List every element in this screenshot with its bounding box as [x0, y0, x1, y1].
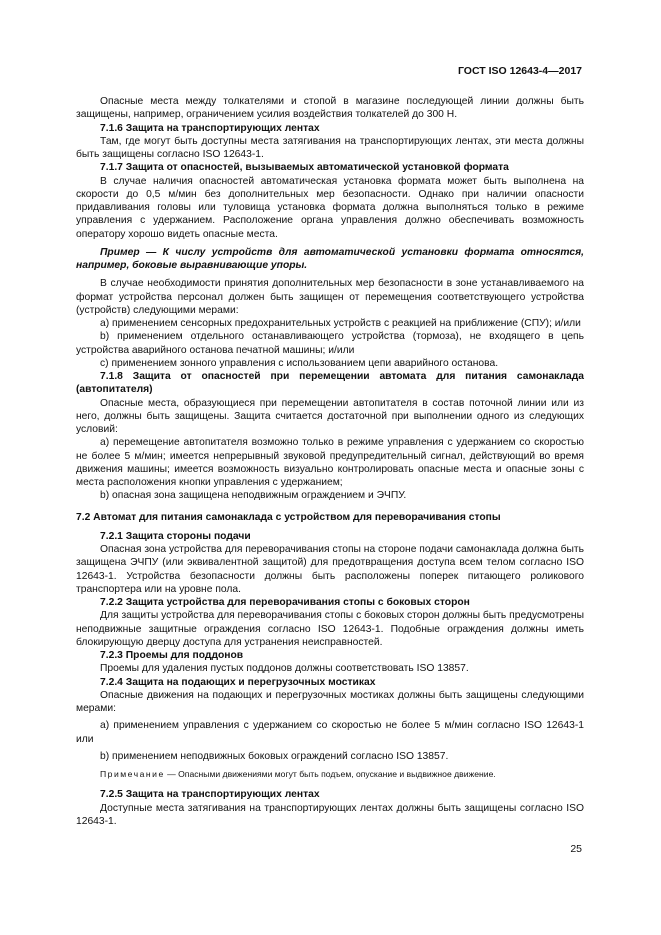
page-number: 25 [570, 843, 582, 855]
document-code: ГОСТ ISO 12643-4—2017 [457, 65, 582, 77]
section-heading-7-2-3: 7.2.3 Проемы для поддонов [100, 650, 244, 661]
section-heading-7-1-6: 7.1.6 Защита на транспортирующих лентах [100, 122, 320, 134]
section-heading-7-2 [76, 511, 584, 524]
paragraph: Там, где могут быть доступны места затягивания на транспортирующих лентах, эти места должны быть защищены согласно ISO 12643-1. [76, 135, 584, 160]
list-item-b: b) применением неподвижных боковых ограждений согласно ISO 13857. [100, 750, 449, 762]
paragraph: Опасные места, образующиеся при перемещении автопитателя в состав поточной линии или из него, должны быть защищены. Защита считается достаточной при выполнении одного из следующих условий: [76, 397, 584, 435]
document-body [76, 95, 584, 828]
list-item-a: а) применением сенсорных предохранительных устройств с реакцией на приближение (СПУ); и/или [100, 318, 581, 329]
note-text: — Опасными движениями могут быть подъем, опускание и выдвижное движение. [164, 769, 496, 779]
note [76, 768, 584, 781]
paragraph: В случае необходимости принятия дополнительных мер безопасности в зоне устанавливаемого на формат устройства персонал должен быть защищен от перемещения соответствующего устройства (устройств) следующими мерами: [76, 278, 584, 316]
paragraph: Опасная зона устройства для переворачивания стопы на стороне подачи самонаклада должна быть защищена ЭЧПУ (или эквивалентной защитой) для предотвращения доступа всем телом согласно ISO 12643-1. Устройства безопасности должны быть расположены поперек питающего роликового транспортера или на уровне пола. [76, 544, 584, 595]
paragraph: Опасные движения на подающих и перегрузочных мостиках должны быть защищены следующими мерами: [76, 689, 584, 714]
section-heading-7-1-8: 7.1.8 Защита от опасностей при перемещении автомата для питания самонаклада (автопитателя) [76, 371, 584, 396]
example-paragraph: Пример — К числу устройств для автоматической установки формата относятся, например, боковые выравнивающие упоры. [76, 246, 584, 271]
paragraph: Опасные места между толкателями и стопой в магазине последующей линии должны быть защищены, например, ограничением усилия воздействия толкателей до 300 Н. [76, 96, 584, 121]
list-item-b: b) применением отдельного останавливающего устройства (тормоза), не входящего в цепь устройства аварийного останова печатной машины; и/или [76, 331, 584, 356]
list-item-a: а) перемещение автопитателя возможно только в режиме управления с удержанием со скоростью не более 5 м/мин; имеется непрерывный звуковой предупредительный сигнал, действующий во время движения машины; имеется возможность визуально контролировать опасные места и опасные зоны с места расположения кнопки управления с удержанием; [76, 437, 584, 488]
list-item-b: b) опасная зона защищена неподвижным ограждением и ЭЧПУ. [100, 490, 407, 502]
list-item-a: а) применением управления с удержанием со скоростью не более 5 м/мин согласно ISO 12643-1 или [76, 720, 584, 745]
paragraph: В случае наличия опасностей автоматическая установка формата может быть выполнена на скорости до 0,5 м/мин без дополнительных мер безопасности. Однако при наличии опасности придавливания головы или туловища установка формата должна выполняться только в режиме управления с удержанием. Расположение органа управления должно обеспечивать возможность оператору хорошо видеть опасные места. [76, 175, 584, 240]
section-heading-7-2-1: 7.2.1 Защита стороны подачи [100, 530, 251, 542]
paragraph: Для защиты устройства для переворачивания стопы с боковых сторон должны быть предусмотрены неподвижные защитные ограждения согласно ISO 12643-1. Подобные ограждения должны иметь блокирующую дверцу доступа для устранения неисправностей. [76, 610, 584, 648]
section-heading-7-2-text: 7.2 Автомат для питания самонаклада с устройством для переворачивания стопы [76, 511, 501, 523]
section-heading-7-2-2: 7.2.2 Защита устройства для переворачивания стопы с боковых сторон [100, 597, 470, 608]
section-heading-7-1-7: 7.1.7 Защита от опасностей, вызываемых автоматической установкой формата [100, 162, 509, 174]
list-item-c: c) применением зонного управления с использованием цепи аварийного останова. [100, 357, 499, 369]
paragraph: Доступные места затягивания на транспортирующих лентах должны быть защищены согласно ISO 12643-1. [76, 802, 584, 827]
section-heading-7-2-5: 7.2.5 Защита на транспортирующих лентах [100, 789, 320, 801]
section-heading-7-2-4: 7.2.4 Защита на подающих и перегрузочных мостиках [100, 676, 376, 688]
paragraph: Проемы для удаления пустых поддонов должны соответствовать ISO 13857. [100, 663, 469, 675]
note-label: Примечание [100, 769, 165, 779]
